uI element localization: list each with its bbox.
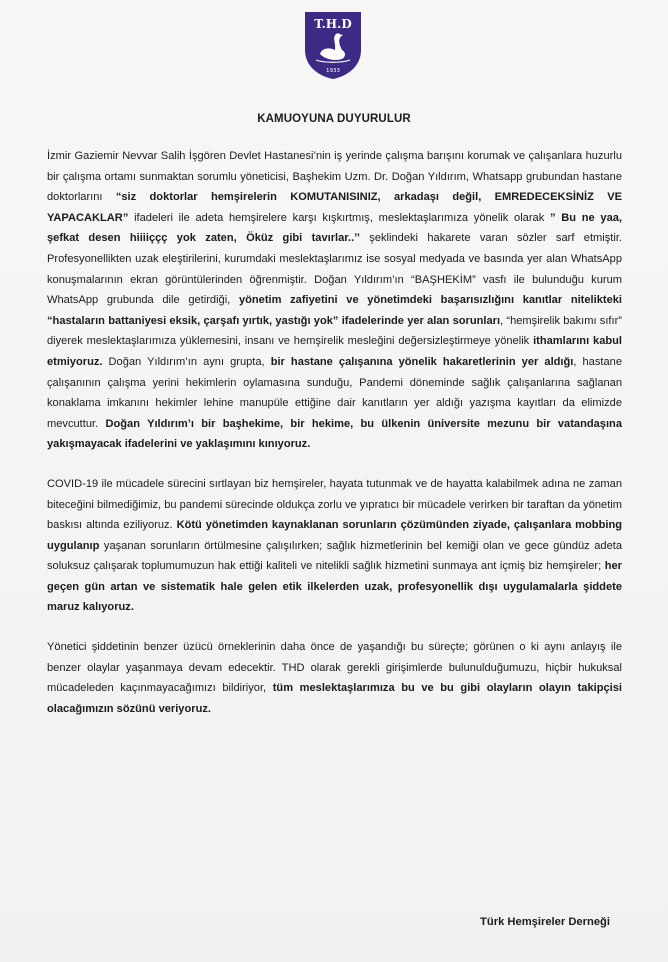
paragraph-3 (47, 637, 622, 719)
text-segment: şeklindeki hakarete varan sözler sarf etmiştir. Profesyonellikten uzak eleştirilerini, kurumdaki meslektaşlarımız ise sosyal medyada ve basında yer alan WhatsApp konuşmalarının ekran görüntülerinden öğrenmiştir. Doğan Yıldırım’ın “BAŞHEKİM” vasfı ile bulunduğu kurum WhatsApp grubunda dile getirdiği, (47, 232, 622, 307)
thd-logo (302, 10, 364, 80)
bold-text: bir hastane çalışanına yönelik hakaretlerinin yer aldığı (270, 355, 574, 368)
bold-text: yönetim zafiyetini ve yönetimdeki başarısızlığını kanıtlar nitelikteki “hastaların battaniyesi eksik, çarşafı yırtık, yastığı yok” ifadelerinde yer alan sorunları (47, 294, 623, 327)
bold-text: tüm meslektaşlarımıza bu ve bu gibi olayların olayın takipçisi olacağımızın sözünü veriyoruz. (47, 682, 622, 715)
text-segment: Yönetici şiddetinin benzer üzücü örneklerinin daha önce de yaşandığı bu süreçte; görünen o ki aynı anlayış ile benzer olaylar yaşanmaya devam edecektir. THD olarak gerekli girişimlerde bulunulduğumuzu, hiçbir hukuksal mücadeleden kaçınmayacağımızı bildiriyor, (47, 641, 622, 695)
paragraph-1 (47, 146, 622, 455)
text-segment: , hastane çalışanının çalışma yerini hekimlerin oylamasına sunduğu, Pandemi döneminde sağlık çalışanlarına sağlanan konaklama imkanını hekimler lehine manupüle ettiğine dair kanıtların yer aldığı yazışma kayıtları da elimizde mevcuttur. (47, 355, 622, 430)
bold-text: ithamlarını kabul etmiyoruz. (47, 335, 622, 368)
bold-text: ” Bu ne yaa, şefkat desen hiiiiççç yok zaten, Öküz gibi tavırlar..’’ (47, 211, 623, 245)
text-segment: , “hemşirelik bakımı sıfır” diyerek meslektaşlarımıza yüklemesini, insanı ve hemşirelik mesleğini değersizleştirmeye yönelik (47, 314, 622, 348)
paragraph-2 (47, 474, 622, 618)
text-segment: yaşanan sorunların örtülmesine çalışılırken; sağlık hizmetlerinin bel kemiği olan ve gece gündüz adeta soluksuz çalışarak toplumumuzun hak ettiği kaliteli ve nitelikli sağlık hizmetini sunmaya ant içmiş biz hemşireler; (47, 539, 622, 573)
logo-text: T.H.D (314, 17, 352, 31)
logo-year: 1933 (326, 68, 340, 74)
text-segment: Doğan Yıldırım’ın aynı grupta, (102, 355, 271, 368)
page-title: KAMUOYUNA DUYURULUR (257, 113, 411, 125)
bold-text: her geçen gün artan ve sistematik hale gelen etik ilkelerden uzak, profesyonellik dışı uygulamalarla şiddete maruz kalıyoruz. (47, 560, 622, 614)
shield-logo-icon (302, 10, 364, 80)
text-segment: İzmir Gaziemir Nevvar Salih İşgören Devlet Hastanesi’nin iş yerinde çalışma barışını korumak ve çalışanlara huzurlu bir çalışma ortamı sunmaktan sorumlu yöneticisi, Başhekim Uzm. Dr. Doğan Yıldırım, Whatsapp grubundan hastane doktorlarını (47, 150, 622, 204)
signature: Türk Hemşireler Derneği (480, 916, 610, 928)
bold-text: Kötü yönetimden kaynaklanan sorunların çözümünden ziyade, çalışanlara mobbing uygulanıp (47, 519, 622, 552)
text-segment: ifadeleri ile adeta hemşirelere karşı kışkırtmış, meslektaşlarımıza yönelik olarak (128, 211, 550, 224)
announcement-body (47, 146, 622, 738)
bold-text: Doğan Yıldırım’ı bir başhekime, bir hekime, bu ülkenin üniversite mezunu bir vatandaşına yakışmayacak ifadelerini ve yaklaşımını kınıyoruz. (47, 417, 622, 451)
bold-text: “siz doktorlar hemşirelerin KOMUTANISINIZ, arkadaşı değil, EMREDECEKSİNİZ VE YAPACAKLAR” (47, 191, 623, 224)
text-segment: COVID-19 ile mücadele sürecini sırtlayan biz hemşireler, hayata tutunmak ve de hayatta kalabilmek adına ne zaman biteceğini bilmediğimiz, bu pandemi sürecinde oldukça zorlu ve yıpratıcı bir mücadele verirken bir taraftan da yönetim baskısı altında eziliyoruz. (47, 477, 622, 532)
